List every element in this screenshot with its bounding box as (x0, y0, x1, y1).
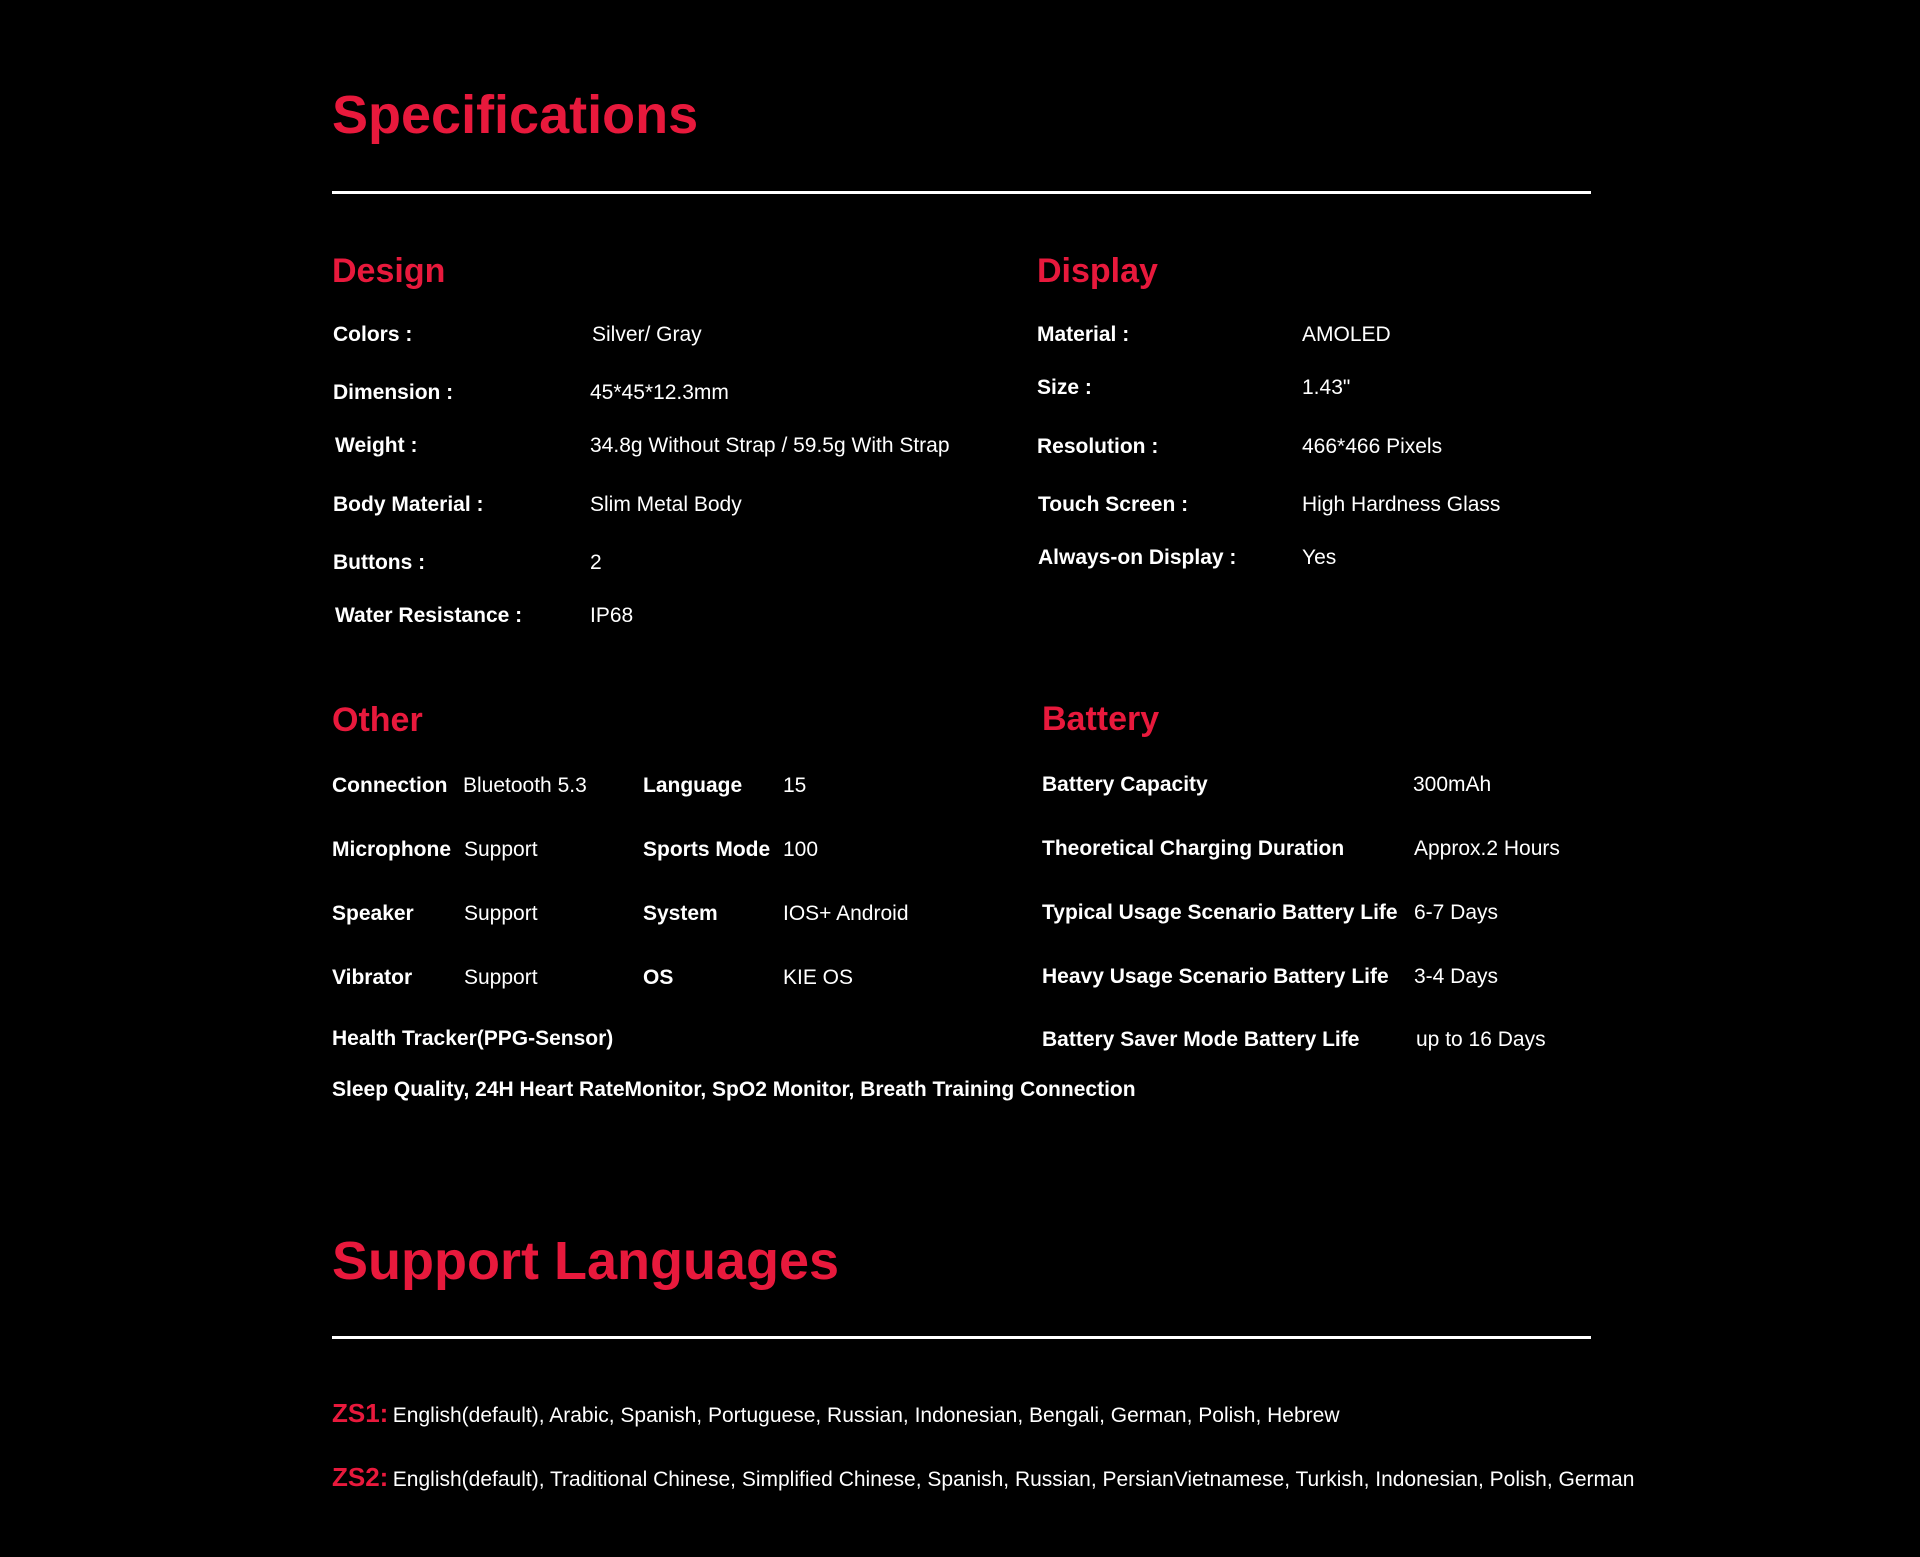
other-value: Support (464, 902, 538, 925)
display-value: Yes (1302, 546, 1337, 569)
battery-label: Typical Usage Scenario Battery Life (1042, 901, 1398, 924)
design-value: Slim Metal Body (590, 493, 742, 516)
display-label: Touch Screen : (1038, 493, 1189, 516)
other-label: Language (643, 774, 743, 797)
other-value: 15 (783, 774, 807, 797)
display-value: High Hardness Glass (1302, 493, 1501, 516)
other-label: Speaker (332, 902, 414, 925)
other-title: Other (332, 701, 423, 739)
battery-label: Heavy Usage Scenario Battery Life (1042, 965, 1389, 988)
other-label: Sports Mode (643, 838, 771, 861)
health-tracker-value: Sleep Quality, 24H Heart RateMonitor, SpO2 Monitor, Breath Training Connection (332, 1078, 1136, 1101)
language-line-key: ZS1: (332, 1398, 389, 1428)
support-languages-divider (332, 1336, 1591, 1339)
design-value: Silver/ Gray (592, 323, 702, 346)
language-line-value: English(default), Arabic, Spanish, Portuguese, Russian, Indonesian, Bengali, German, Polish, Hebrew (392, 1404, 1340, 1427)
design-value: 45*45*12.3mm (590, 381, 729, 404)
support-languages-title: Support Languages (332, 1231, 840, 1291)
specifications-divider (332, 191, 1591, 194)
display-title: Display (1037, 252, 1158, 290)
design-label: Colors : (333, 323, 413, 346)
battery-label: Battery Saver Mode Battery Life (1042, 1028, 1360, 1051)
design-title: Design (332, 252, 446, 290)
design-value: 34.8g Without Strap / 59.5g With Strap (590, 434, 950, 457)
design-label: Water Resistance : (335, 604, 523, 627)
battery-label: Theoretical Charging Duration (1042, 837, 1345, 860)
other-value: IOS+ Android (783, 902, 909, 925)
language-line-zs2 (332, 1464, 1634, 1490)
design-value: 2 (590, 551, 602, 574)
other-label: OS (643, 966, 674, 989)
other-value: 100 (783, 838, 819, 861)
battery-value: 3-4 Days (1414, 965, 1499, 988)
display-value: 1.43" (1302, 376, 1351, 399)
design-label: Dimension : (333, 381, 454, 404)
design-label: Weight : (335, 434, 418, 457)
battery-value: 300mAh (1413, 773, 1492, 796)
design-label: Buttons : (333, 551, 426, 574)
display-label: Always-on Display : (1038, 546, 1237, 569)
other-value: KIE OS (783, 966, 854, 989)
battery-label: Battery Capacity (1042, 773, 1208, 796)
battery-value: 6-7 Days (1414, 901, 1499, 924)
battery-value: Approx.2 Hours (1414, 837, 1560, 860)
display-value: 466*466 Pixels (1302, 435, 1443, 458)
other-value: Support (464, 966, 538, 989)
display-value: AMOLED (1302, 323, 1391, 346)
design-label: Body Material : (333, 493, 484, 516)
other-value: Support (464, 838, 538, 861)
display-label: Material : (1037, 323, 1130, 346)
design-value: IP68 (590, 604, 634, 627)
other-value: Bluetooth 5.3 (463, 774, 587, 797)
other-label: Vibrator (332, 966, 413, 989)
health-tracker-label: Health Tracker(PPG-Sensor) (332, 1027, 614, 1050)
specifications-title: Specifications (332, 85, 699, 145)
language-line-key: ZS2: (332, 1462, 389, 1492)
other-label: Connection (332, 774, 448, 797)
display-label: Resolution : (1037, 435, 1159, 458)
battery-title: Battery (1042, 700, 1160, 738)
battery-value: up to 16 Days (1416, 1028, 1546, 1051)
other-label: Microphone (332, 838, 451, 861)
language-line-zs1 (332, 1400, 1340, 1426)
display-label: Size : (1037, 376, 1092, 399)
other-label: System (643, 902, 718, 925)
language-line-value: English(default), Traditional Chinese, Simplified Chinese, Spanish, Russian, PersianVietnamese, Turkish, Indonesian, Polish, German (392, 1468, 1635, 1491)
